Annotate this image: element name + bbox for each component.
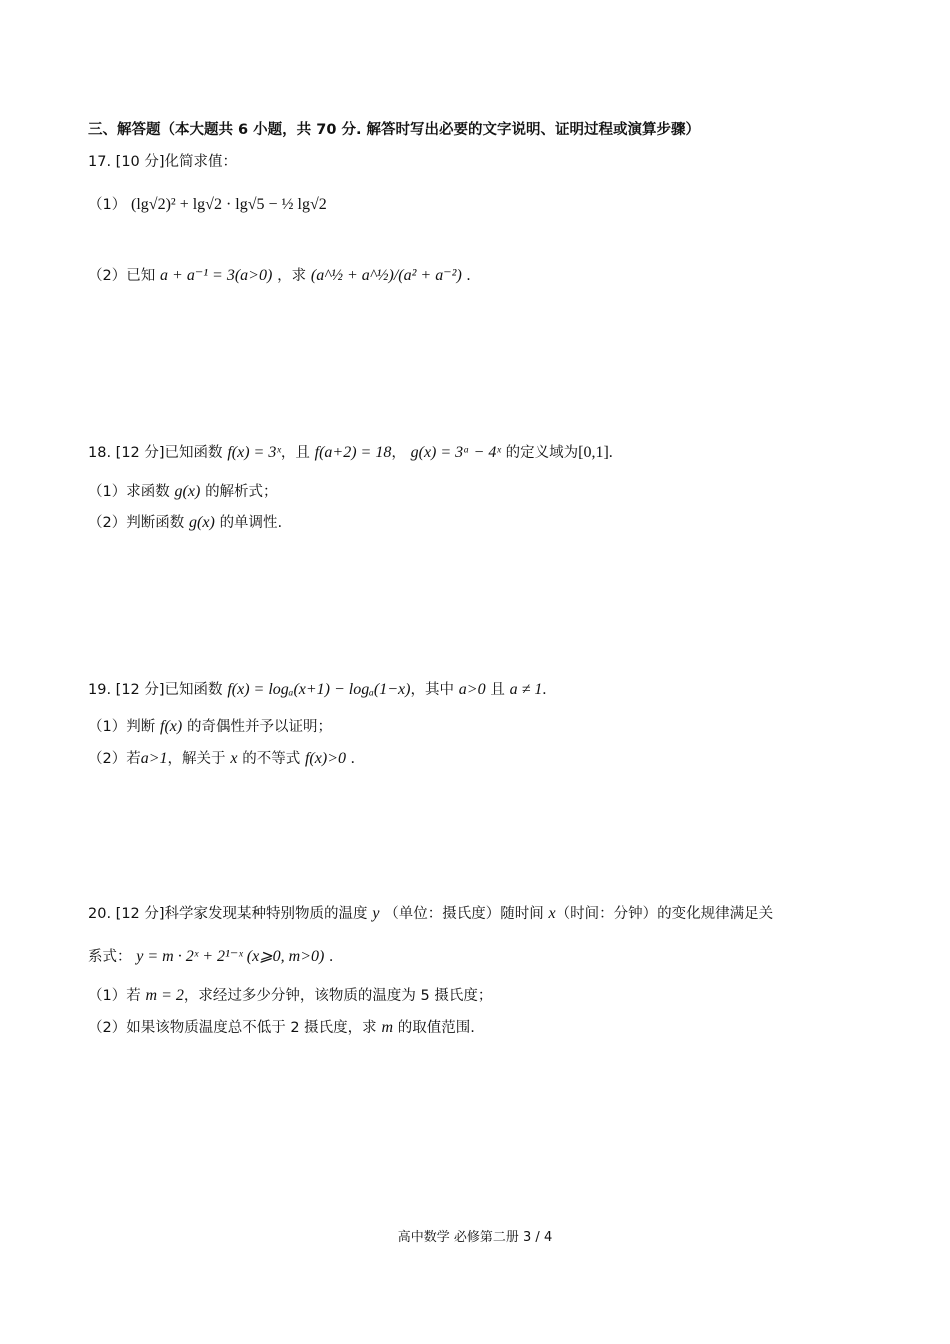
q18-end: . bbox=[608, 444, 613, 461]
q19-p2-var: x bbox=[230, 750, 238, 767]
q19-p2-label: （2）若 bbox=[88, 751, 141, 767]
q17-part1 bbox=[88, 186, 327, 222]
q18-part2: （2）判断函数 g(x) 的单调性. bbox=[88, 514, 283, 531]
q18-cond-prefix: ，且 bbox=[280, 445, 310, 461]
q18-part1: （1）求函数 g(x) 的解析式； bbox=[88, 483, 278, 500]
q17-part2 bbox=[88, 252, 471, 298]
section-title: 三、解答题（本大题共 6 小题，共 70 分. 解答时写出必要的文字说明、证明过程或演算步骤） bbox=[88, 122, 701, 138]
q20-unit1: （单位：摄氏度）随时间 bbox=[384, 906, 544, 922]
q19-and: 且 bbox=[490, 682, 505, 698]
q20-line2-prefix: 系式： bbox=[88, 949, 132, 965]
q20-x: x bbox=[548, 905, 556, 922]
q20-p2-tail: 的取值范围. bbox=[397, 1020, 475, 1036]
q18-tail: 的定义域为 bbox=[505, 445, 579, 461]
q19-p1-tail: 的奇偶性并予以证明； bbox=[187, 719, 332, 735]
q20-head: 20. [12 分]科学家发现某种特别物质的温度 bbox=[88, 906, 368, 922]
q20-y: y bbox=[372, 905, 380, 922]
page-footer: 高中数学 必修第二册 3 / 4 bbox=[397, 1230, 553, 1245]
q18-g-def: g(x) = 3ᵃ − 4ˣ bbox=[410, 444, 501, 461]
q17-p2-cond: a + a⁻¹ = 3(a>0) bbox=[160, 267, 273, 284]
q20-p1-tail: ，求经过多少分钟，该物质的温度为 5 摄氏度； bbox=[183, 988, 493, 1004]
q20-stem-line1 bbox=[88, 903, 773, 924]
q19-end: . bbox=[542, 681, 547, 698]
q20-p2-m: m bbox=[381, 1019, 394, 1036]
q20-part1 bbox=[88, 985, 492, 1006]
q19-mid: ，其中 bbox=[410, 682, 454, 698]
q18-head: 18. [12 分]已知函数 bbox=[88, 445, 223, 461]
q19-p2-end: . bbox=[350, 750, 355, 767]
q19-head: 19. [12 分]已知函数 bbox=[88, 682, 223, 698]
q19-cond2: a ≠ 1 bbox=[509, 681, 543, 698]
q20-line2-end: . bbox=[329, 948, 334, 965]
q20-p1-m: m = 2 bbox=[145, 987, 184, 1004]
q17-p2-ask: ，求 bbox=[277, 268, 307, 284]
q17-stem: 17. [10 分]化简求值： bbox=[88, 154, 238, 170]
q20-p2-text: （2）如果该物质温度总不低于 2 摄氏度，求 bbox=[88, 1020, 377, 1036]
q19-p2-ineq: f(x)>0 bbox=[304, 750, 346, 767]
q19-p2-mid2: 的不等式 bbox=[242, 751, 301, 767]
q17-p2-end: . bbox=[466, 267, 471, 284]
q19-p1-label: （1）判断 bbox=[88, 719, 156, 735]
q19-p2-cond: a>1 bbox=[140, 750, 168, 767]
q19-part1: （1）判断 f(x) 的奇偶性并予以证明； bbox=[88, 718, 332, 735]
q18-p2-tail: 的单调性. bbox=[219, 515, 283, 531]
q18-p1-tail: 的解析式； bbox=[205, 484, 278, 500]
q19-part2 bbox=[88, 748, 355, 769]
q18-f-def: f(x) = 3ˣ bbox=[227, 444, 281, 461]
q18-p1-label: （1）求函数 bbox=[88, 484, 170, 500]
q19-stem bbox=[88, 679, 546, 700]
q19-f-def: f(x) = logₐ(x+1) − logₐ(1−x) bbox=[227, 681, 411, 698]
q18-stem: 18. [12 分]已知函数 f(x) = 3ˣ，且 f(a+2) = 18， g(x) = 3ᵃ − 4ˣ 的定义域为[0,1]. bbox=[88, 444, 613, 461]
q20-unit2: （时间：分钟）的变化规律满足关 bbox=[555, 906, 774, 922]
q17-p1-label: （1） bbox=[88, 197, 127, 213]
q18-p2-label: （2）判断函数 bbox=[88, 515, 185, 531]
q19-p2-mid: ，解关于 bbox=[167, 751, 226, 767]
q17-p1-expr: (lg√2)² + lg√2 · lg√5 − ½ lg√2 bbox=[131, 196, 327, 213]
q18-domain: [0,1] bbox=[578, 444, 609, 461]
q17-p2-target: (a^½ + a^½)/(a² + a⁻²) bbox=[310, 267, 462, 284]
q20-formula: y = m · 2ˣ + 2¹⁻ˣ (x⩾0, m>0) bbox=[136, 948, 325, 965]
q17-p2-label: （2）已知 bbox=[88, 268, 156, 284]
q19-cond1: a>0 bbox=[458, 681, 486, 698]
q18-cond: f(a+2) = 18 bbox=[314, 444, 392, 461]
q20-p1-label: （1）若 bbox=[88, 988, 141, 1004]
q20-part2 bbox=[88, 1017, 475, 1038]
q20-stem-line2 bbox=[88, 946, 333, 967]
